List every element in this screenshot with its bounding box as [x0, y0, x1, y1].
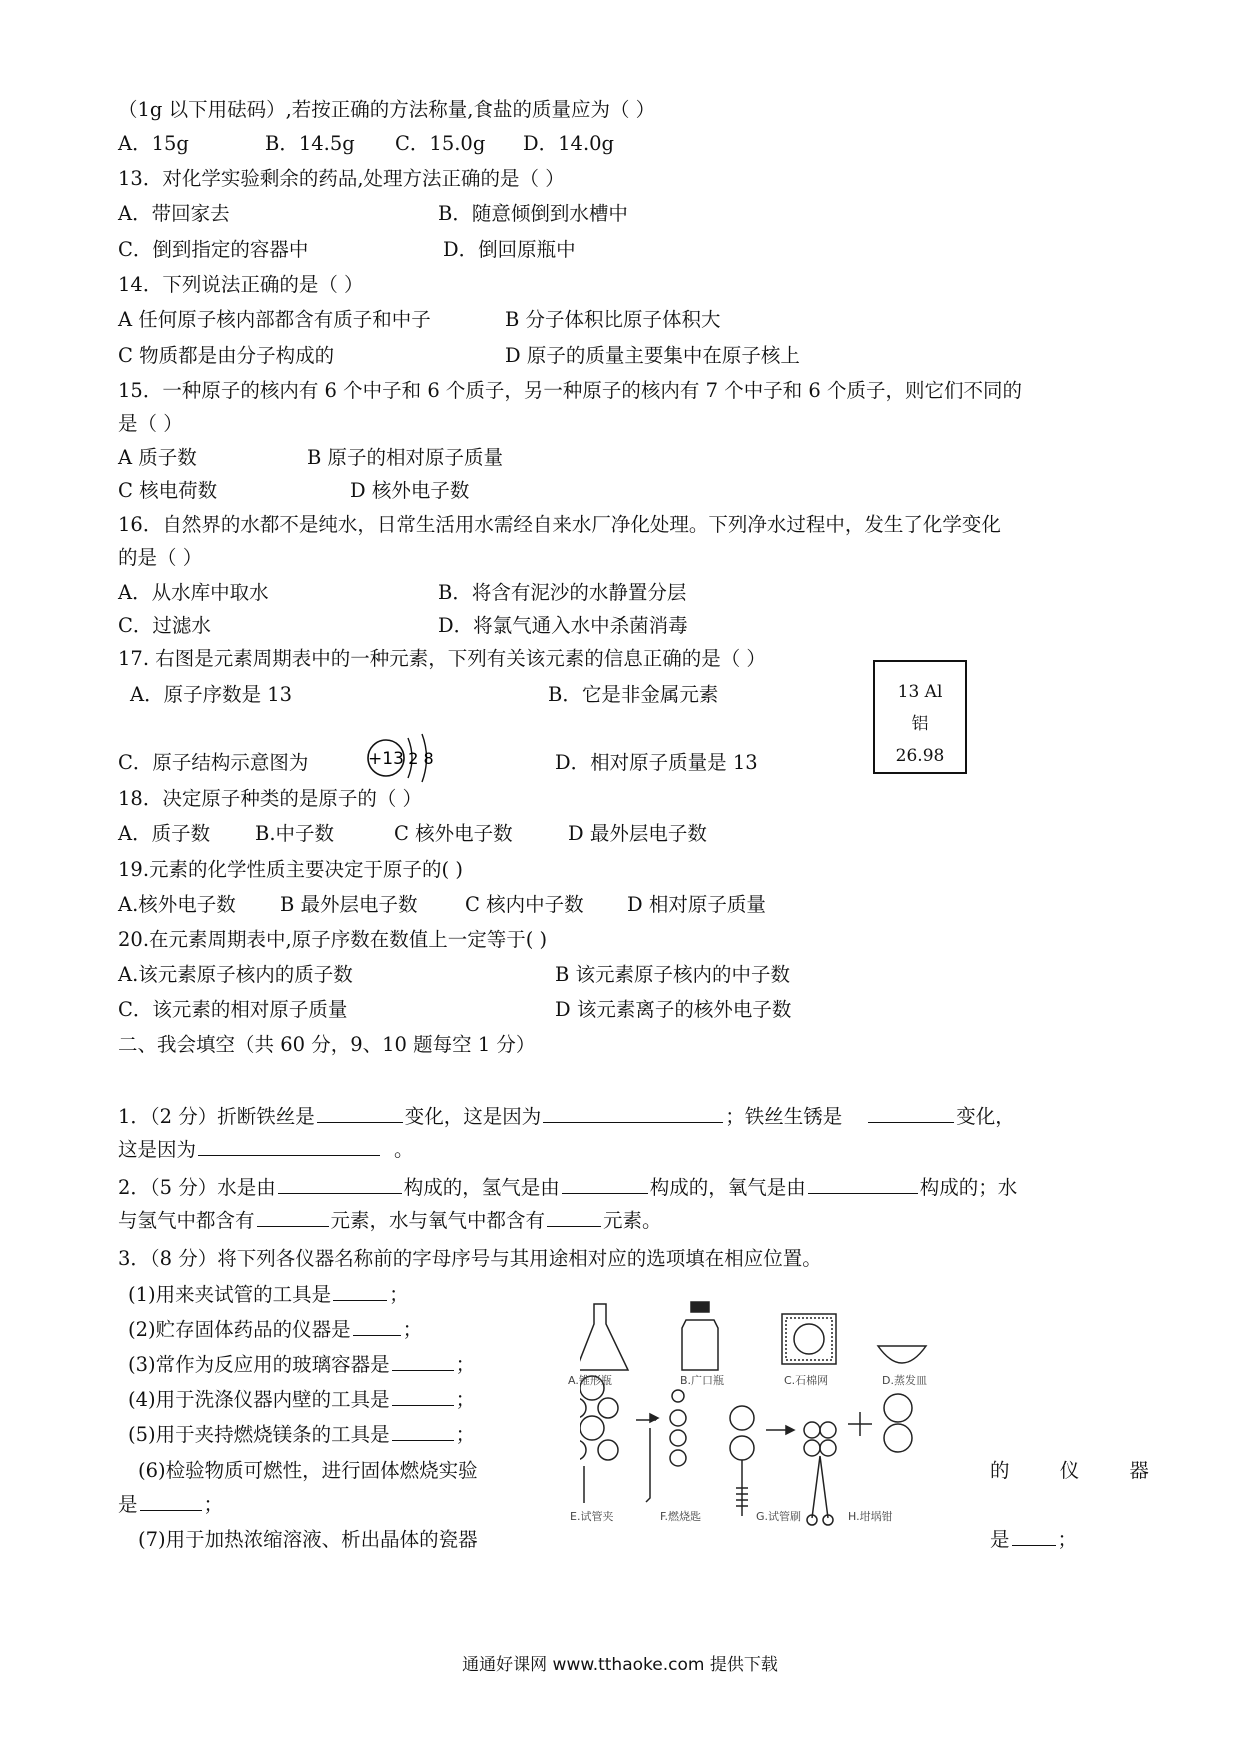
- q19-stem: 19.元素的化学性质主要决定于原子的( ): [118, 858, 463, 881]
- caption-h: H.坩埚钳: [848, 1510, 893, 1523]
- q12-option-d: D．14.0g: [523, 132, 615, 155]
- caption-c: C.石棉网: [784, 1374, 829, 1387]
- answer-blank[interactable]: [808, 1175, 918, 1194]
- answer-blank[interactable]: [333, 1282, 387, 1301]
- q14-option-a: A 任何原子核内部都含有质子和中子: [118, 308, 431, 331]
- fill3-item-1: (1)用来夹试管的工具是 ；: [128, 1283, 409, 1306]
- q13-stem: 13．对化学实验剩余的药品,处理方法正确的是（ ）: [118, 167, 565, 190]
- wide-mouth-bottle-icon: [682, 1320, 718, 1370]
- fill1-line1: 1．（2 分）折断铁丝是 变化，这是因为 ；铁丝生锈是 变化，: [118, 1105, 1015, 1128]
- q18-option-a: A．质子数: [118, 822, 211, 845]
- fill3-item-5: (5)用于夹持燃烧镁条的工具是 ；: [128, 1423, 476, 1446]
- test-tube-holder-icon: [580, 1466, 584, 1503]
- q14-option-d: D 原子的质量主要集中在原子核上: [505, 344, 800, 367]
- q19-option-b: B 最外层电子数: [280, 893, 418, 916]
- conical-flask-icon: [580, 1304, 628, 1370]
- q15-option-c: C 核电荷数: [118, 479, 218, 502]
- q20-stem: 20.在元素周期表中,原子序数在数值上一定等于( ): [118, 928, 548, 951]
- q13-option-a: A．带回家去: [118, 202, 230, 225]
- fill3-item-6: (6)检验物质可燃性，进行固体燃烧实验: [138, 1459, 478, 1482]
- shell-electrons: 2 8: [408, 749, 434, 768]
- q16-option-b: B．将含有泥沙的水静置分层: [438, 581, 687, 604]
- nucleus-label: +13: [368, 749, 404, 769]
- fill2-line2: 与氢气中都含有 元素，水与氧气中都含有 元素。: [118, 1209, 662, 1232]
- answer-blank[interactable]: [392, 1387, 454, 1406]
- q12-option-c: C．15.0g: [395, 132, 486, 155]
- q12-option-b: B．14.5g: [265, 132, 355, 155]
- q13-option-d: D．倒回原瓶中: [443, 238, 576, 261]
- answer-blank[interactable]: [257, 1208, 329, 1227]
- q15-option-a: A 质子数: [118, 446, 197, 469]
- q19-option-d: D 相对原子质量: [627, 893, 766, 916]
- fill3-item-7: (7)用于加热浓缩溶液、析出晶体的瓷器: [138, 1528, 478, 1551]
- caption-g: G.试管刷: [756, 1510, 802, 1523]
- element-atomic-mass: 26.98: [895, 746, 945, 766]
- q20-option-d: D 该元素离子的核外电子数: [555, 998, 792, 1021]
- apparatus-figure: [568, 1298, 980, 1533]
- answer-blank[interactable]: [392, 1352, 454, 1371]
- q17-stem: 17. 右图是元素周期表中的一种元素，下列有关该元素的信息正确的是（ ）: [118, 647, 766, 670]
- q16-option-d: D．将氯气通入水中杀菌消毒: [438, 614, 688, 637]
- q20-option-b: B 该元素原子核内的中子数: [555, 963, 791, 986]
- caption-d: D.蒸发皿: [882, 1374, 927, 1387]
- q16-line1: 16．自然界的水都不是纯水，日常生活用水需经自来水厂净化处理。下列净水过程中，发生了化学变化: [118, 513, 1001, 536]
- answer-blank[interactable]: [140, 1492, 202, 1511]
- q12-line: （1g 以下用砝码）,若按正确的方法称量,食盐的质量应为（ ）: [118, 98, 656, 121]
- q12-option-a: A．15g: [118, 132, 189, 155]
- fill3-item-4: (4)用于洗涤仪器内壁的工具是 ；: [128, 1388, 476, 1411]
- q17-option-c: C．原子结构示意图为: [118, 751, 309, 774]
- fill1-line2: 这是因为 。: [118, 1138, 414, 1161]
- element-symbol-number: 13 Al: [897, 682, 943, 702]
- q20-option-c: C．该元素的相对原子质量: [118, 998, 348, 1021]
- fill3-item-3: (3)常作为反应用的玻璃容器是 ；: [128, 1353, 476, 1376]
- answer-blank[interactable]: [317, 1104, 403, 1123]
- caption-a: A.锥形瓶: [568, 1374, 612, 1387]
- q16-line2: 的是（ ）: [118, 546, 203, 569]
- q15-option-d: D 核外电子数: [350, 479, 470, 502]
- q15-line2: 是（ ）: [118, 412, 183, 435]
- fill3-right-answer: 是 ；: [990, 1528, 1078, 1551]
- evaporating-dish-icon: [878, 1346, 926, 1363]
- q15-line1: 15．一种原子的核内有 6 个中子和 6 个质子，另一种原子的核内有 7 个中子和 6 个质子，则它们不同的: [118, 379, 1023, 402]
- test-tube-brush-icon: [730, 1406, 754, 1430]
- q17-option-b: B．它是非金属元素: [548, 683, 719, 706]
- answer-blank[interactable]: [1012, 1527, 1056, 1546]
- q20-option-a: A.该元素原子核内的质子数: [118, 963, 353, 986]
- q14-option-c: C 物质都是由分子构成的: [118, 344, 335, 367]
- page-footer: 通通好课网 www.tthaoke.com 提供下载: [462, 1655, 778, 1675]
- apparatus-drawing: [580, 1298, 980, 1528]
- fill3-item-6-cont: 是 ；: [118, 1493, 224, 1516]
- q19-option-a: A.核外电子数: [118, 893, 236, 916]
- answer-blank[interactable]: [392, 1422, 454, 1441]
- q13-option-c: C．倒到指定的容器中: [118, 238, 309, 261]
- combustion-spoon-icon: [636, 1418, 656, 1502]
- plus-sign-icon: [848, 1412, 872, 1436]
- element-cell-box: [873, 660, 967, 774]
- answer-blank[interactable]: [562, 1175, 648, 1194]
- answer-blank[interactable]: [547, 1208, 601, 1227]
- answer-blank[interactable]: [278, 1175, 402, 1194]
- q16-option-a: A．从水库中取水: [118, 581, 269, 604]
- q18-option-d: D 最外层电子数: [568, 822, 707, 845]
- caption-b: B.广口瓶: [680, 1374, 725, 1387]
- q16-option-c: C．过滤水: [118, 614, 211, 637]
- atom-structure-diagram: [364, 726, 454, 790]
- q13-option-b: B．随意倾倒到水槽中: [438, 202, 628, 225]
- answer-blank[interactable]: [198, 1137, 380, 1156]
- fill2-line1: 2．（5 分）水是由 构成的，氢气是由 构成的，氧气是由 构成的；水: [118, 1176, 1018, 1199]
- q18-stem: 18．决定原子种类的是原子的（ ）: [118, 787, 423, 810]
- caption-f: F.燃烧匙: [660, 1510, 702, 1523]
- section2-title: 二、我会填空（共 60 分，9、10 题每空 1 分）: [118, 1033, 536, 1056]
- caption-e: E.试管夹: [570, 1510, 614, 1523]
- q18-option-b: B.中子数: [255, 822, 335, 845]
- fill3-stem: 3．（8 分）将下列各仪器名称前的字母序号与其用途相对应的选项填在相应位置。: [118, 1247, 822, 1270]
- fill3-item-2: (2)贮存固体药品的仪器是 ；: [128, 1318, 423, 1341]
- fill3-right-text: 的 仪 器: [990, 1459, 1171, 1482]
- answer-blank[interactable]: [868, 1104, 954, 1123]
- q17-option-a: A．原子序数是 13: [130, 683, 293, 706]
- element-name: 铝: [911, 714, 929, 734]
- q15-option-b: B 原子的相对原子质量: [307, 446, 504, 469]
- crucible-tongs-icon: [812, 1456, 828, 1518]
- q19-option-c: C 核内中子数: [465, 893, 584, 916]
- q18-option-c: C 核外电子数: [394, 822, 513, 845]
- q17-option-d: D．相对原子质量是 13: [555, 751, 758, 774]
- q14-stem: 14．下列说法正确的是（ ）: [118, 273, 364, 296]
- q14-option-b: B 分子体积比原子体积大: [505, 308, 721, 331]
- answer-blank[interactable]: [353, 1317, 401, 1336]
- answer-blank[interactable]: [543, 1104, 723, 1123]
- bottle-cap-icon: [691, 1302, 709, 1312]
